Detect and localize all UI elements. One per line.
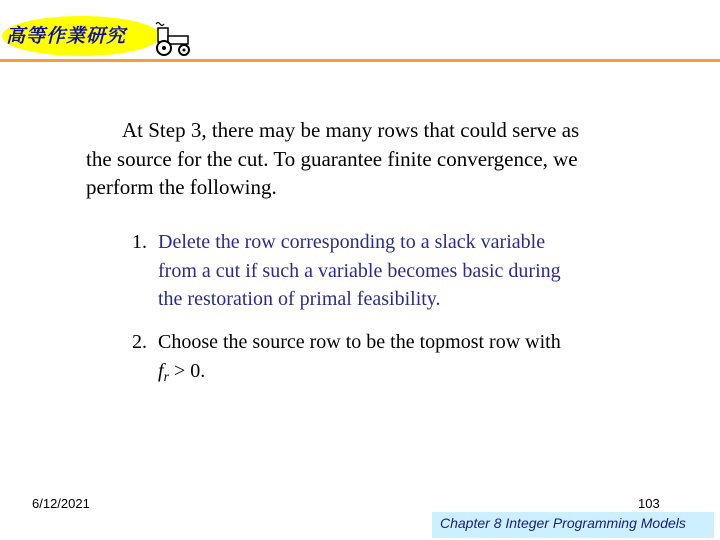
intro-line: perform the following. — [86, 175, 277, 199]
fr-symbol: $f_r$ — [158, 359, 170, 385]
footer-date: 6/12/2021 — [32, 496, 90, 511]
list-item-2 — [132, 328, 672, 392]
page-number: 103 — [638, 496, 660, 511]
item-number: 1. — [132, 231, 147, 253]
logo-text: 高等作業研究 — [6, 25, 127, 47]
item-line: Delete the row corresponding to a slack variable — [158, 231, 546, 253]
item-number: 2. — [132, 331, 147, 353]
item-line: from a cut if such a variable becomes basic during — [158, 259, 561, 282]
item-line: Choose the source row to be the topmost row with — [158, 331, 561, 353]
tractor-icon — [150, 20, 194, 60]
intro-line: the source for the cut. To guarantee finite convergence, we — [86, 146, 578, 171]
item-line: $f_r > 0$. — [158, 359, 206, 385]
chapter-title: Chapter 8 Integer Programming Models — [440, 515, 686, 531]
intro-line: At Step 3, there may be many rows that could serve as — [122, 118, 580, 142]
list-item-1 — [132, 228, 672, 314]
intro-paragraph — [86, 116, 666, 202]
header-divider — [0, 59, 720, 62]
item-line: the restoration of primal feasibility. — [158, 288, 441, 310]
